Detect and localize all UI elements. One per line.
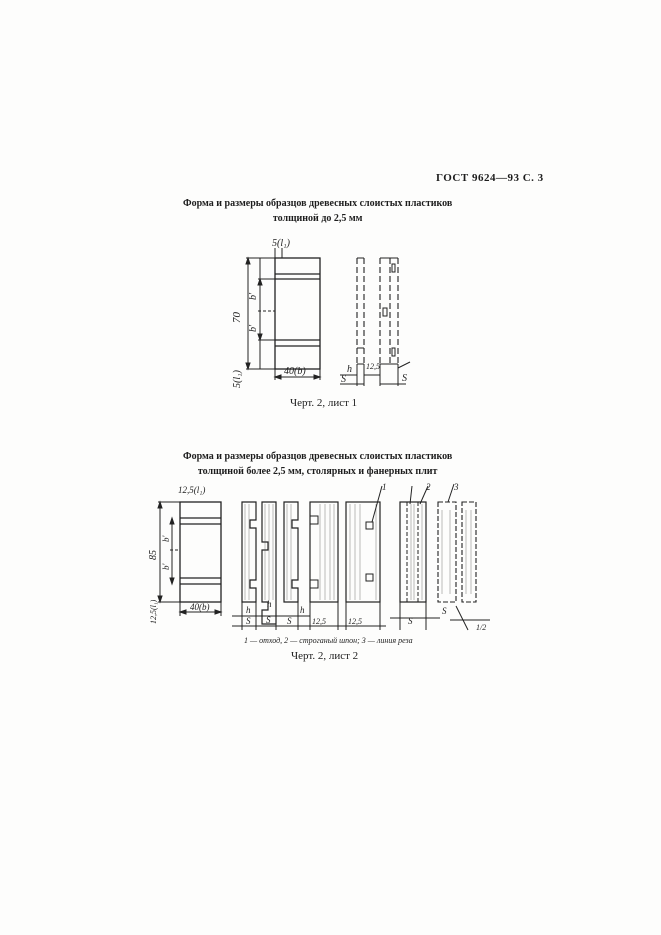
sheet2-caption: Черт. 2, лист 2 <box>291 650 359 662</box>
sheet2-h2-label: h <box>267 599 272 609</box>
sheet2-dim-12-label: 1/2 <box>476 623 487 632</box>
sheet1-dim-125-label: 12,5 <box>366 362 380 371</box>
sheet2-width-label: 40(b) <box>190 602 210 612</box>
sheet2-title <box>183 449 452 479</box>
sheet2-s1-label: S <box>246 616 251 626</box>
sheet2-s3-label: S <box>287 616 292 626</box>
sheet1-caption: Черт. 2, лист 1 <box>290 397 358 409</box>
sheet2-b-upper-label: b' <box>161 535 171 542</box>
sheet2-total-length-label: 85 <box>148 550 159 560</box>
sheet1-total-length-label: 70 <box>231 312 243 323</box>
sheet1-width-label: 40(b) <box>284 366 306 377</box>
sheet2-l1-bottom-label: 12,5(l₁) <box>149 599 158 624</box>
sheet1-drawing <box>220 228 440 398</box>
sheet1-l1-bottom-label: 5(l₁) <box>232 370 243 388</box>
sheet1-title-line2: толщиной до 2,5 мм <box>272 213 363 224</box>
sheet2-h3-label: h <box>300 605 305 615</box>
sheet1-title <box>183 196 452 226</box>
sheet2-legend: 1 — отход, 2 — строганый шпон; 3 — линия реза <box>244 636 413 645</box>
sheet2-title-line1: Форма и размеры образцов древесных слоистых пластиков <box>183 451 453 462</box>
sheet2-dim-125a-label: 12,5 <box>312 617 326 626</box>
sheet1-title-line1: Форма и размеры образцов древесных слоистых пластиков <box>183 198 453 209</box>
document-header: ГОСТ 9624—93 С. 3 <box>436 172 544 184</box>
sheet2-specimen-outline <box>180 502 221 602</box>
sheet2-title-line2: толщиной более 2,5 мм, столярных и фанерных плит <box>197 466 438 477</box>
sheet2-drawing <box>150 480 495 638</box>
sheet2-s4-label: S <box>408 616 413 626</box>
sheet2-marker-1: 1 <box>382 482 387 492</box>
sheet1-b-lower-label: b' <box>248 324 259 332</box>
sheet2-marker-3: 3 <box>454 482 459 492</box>
sheet1-l1-top-label: 5(l₁) <box>272 238 290 249</box>
sheet2-s5-label: S <box>442 606 447 616</box>
sheet2-dim-125b-label: 12,5 <box>348 617 362 626</box>
sheet2-b-lower-label: b' <box>161 563 171 570</box>
sheet1-s-left-label: S <box>341 374 346 385</box>
sheet1-h-label: h <box>347 364 352 375</box>
sheet1-s-right-label: S <box>402 373 407 384</box>
sheet1-b-upper-label: b' <box>248 292 259 300</box>
sheet2-l1-top-label: 12,5(l₁) <box>178 485 206 495</box>
sheet2-h1-label: h <box>246 605 251 615</box>
sheet2-s2-label: S <box>266 615 271 625</box>
sheet2-marker-2: 2 <box>426 482 431 492</box>
